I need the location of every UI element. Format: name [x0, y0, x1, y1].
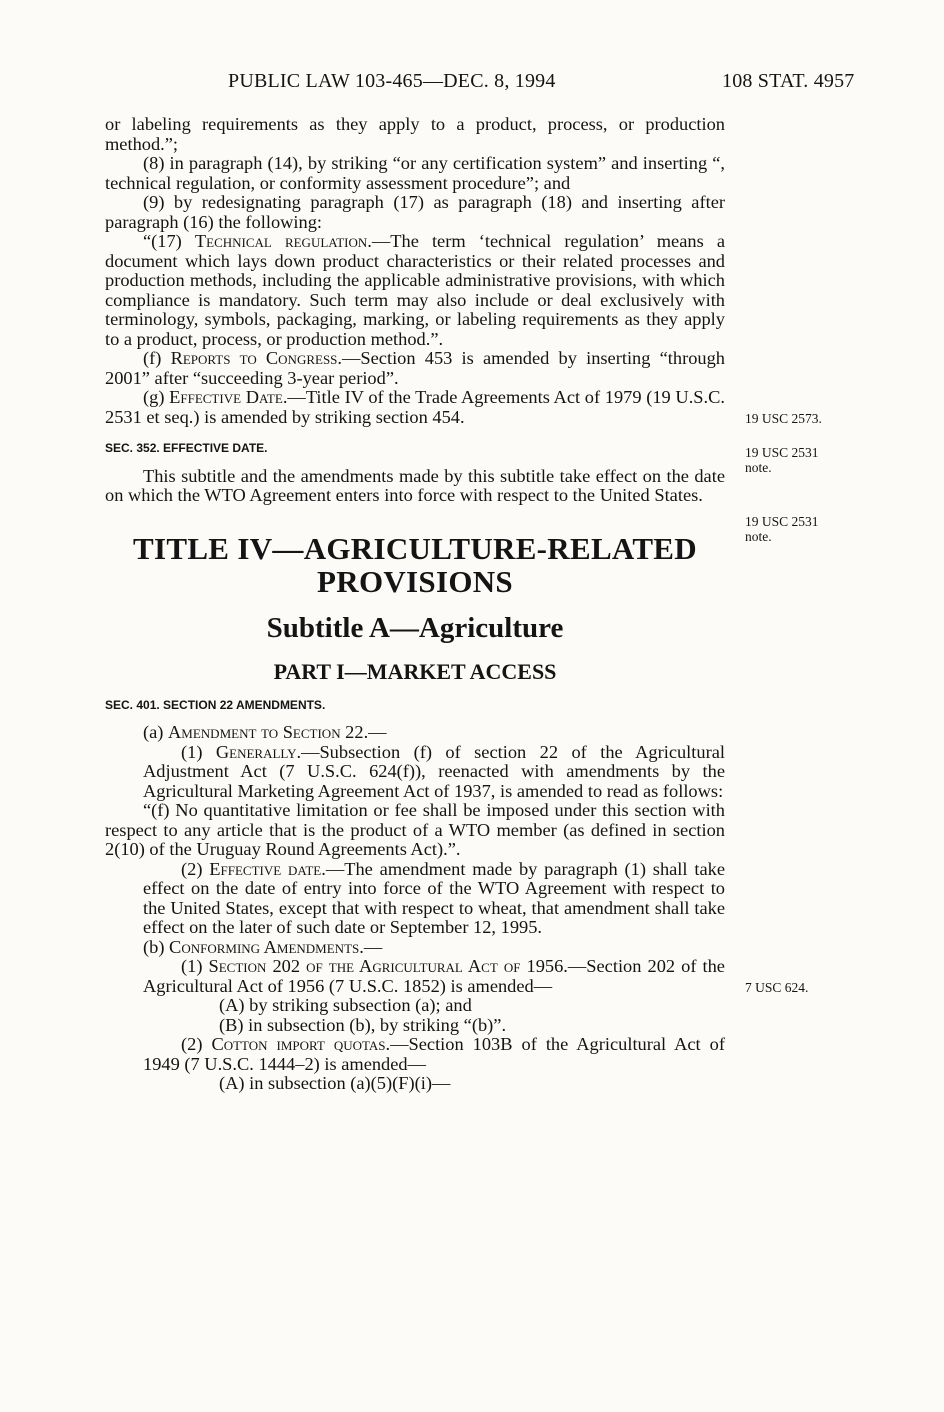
paragraph-b2-text: —Section 103B of the Agricultural Act of 1949 (7 U.S.C. 1444–2) is amended— [143, 1034, 725, 1074]
subsection-f-heading: Reports to Congress. [170, 348, 343, 368]
subsection-g-text: —Title IV of the Trade Agreements Act of 1979 (19 U.S.C. 2531 et seq.) is amended by striking section 454. [105, 387, 725, 427]
paragraph-b2-number: (2) [181, 1034, 212, 1054]
paragraph-b1-text: —Section 202 of the Agricultural Act of 1956 (7 U.S.C. 1852) is amended— [143, 956, 725, 996]
paragraph-a1-number: (1) [181, 741, 216, 762]
subsection-b-heading: Conforming Amendments. [169, 936, 364, 957]
paragraph-b1 [105, 957, 725, 996]
paragraph-a1 [105, 743, 725, 802]
paragraph-9: (9) by redesignating paragraph (17) as paragraph (18) and inserting after paragraph (16) the following: [105, 192, 725, 232]
clause-b2-a: (A) in subsection (a)(5)(F)(i)— [219, 1073, 451, 1093]
paragraph-a2-number: (2) [181, 858, 210, 879]
clause-b1-b: (B) in subsection (b), by striking “(b)”. [219, 1014, 507, 1035]
subsection-g [105, 388, 725, 427]
running-header-page-number: 108 STAT. 4957 [722, 70, 855, 92]
paragraph-b2-heading: Cotton import quotas. [211, 1034, 391, 1054]
paragraph-a2-text: —The amendment made by paragraph (1) shall take effect on the date of entry into force of the WTO Agreement with respect to the United States, except that with respect to wheat, that amendment shall take effect on the later of such date or September 12, 1995. [143, 858, 725, 937]
subsection-g-number: (g) [143, 387, 170, 407]
clause-b1-a: (A) by striking subsection (a); and [219, 995, 472, 1015]
margin-note-19-usc-2573: 19 USC 2573. [745, 411, 822, 426]
subsection-a-heading: Amendment to Section 22. [168, 722, 369, 742]
subsection-b-dash: — [363, 936, 383, 957]
part-i-heading: PART I—MARKET ACCESS [273, 658, 557, 684]
subsection-f [105, 349, 725, 388]
margin-note-19-usc-2531-note-b [745, 514, 819, 544]
paragraph-continuation: or labeling requirements as they apply to a product, process, or production method.”; [105, 114, 725, 154]
paragraph-17-technical-regulation [105, 232, 725, 349]
subsection-f-number: (f) [143, 348, 171, 368]
title-line-1: TITLE IV—AGRICULTURE-RELATED [133, 530, 697, 566]
paragraph-b1-heading: Section 202 of the Agricultural Act of 1956. [208, 956, 568, 976]
title-line-2: PROVISIONS [317, 563, 513, 599]
margin-note-a-line-1: 19 USC 2531 [745, 445, 819, 460]
subtitle-a-heading: Subtitle A—Agriculture [266, 611, 564, 644]
document-body [105, 115, 725, 1094]
margin-note-a-line-2: note. [745, 460, 772, 475]
paragraph-a2 [105, 860, 725, 938]
title-iv-heading [105, 532, 725, 598]
subsection-a [105, 723, 725, 743]
margin-note-b-line-2: note. [745, 529, 772, 544]
subsection-b-number: (b) [143, 936, 170, 957]
paragraph-8: (8) in paragraph (14), by striking “or any certification system” and inserting “, technical regulation, or conformity assessment procedure”; and [105, 153, 725, 193]
margin-note-19-usc-2531-note-a [745, 445, 819, 475]
section-352-text: This subtitle and the amendments made by this subtitle take effect on the date on which the WTO Agreement enters into force with respect to the United States. [105, 465, 725, 505]
section-401-heading: SEC. 401. SECTION 22 AMENDMENTS. [105, 697, 326, 712]
quoted-subsection-f: “(f) No quantitative limitation or fee shall be imposed under this section with respect to any article that is the product of a WTO member (as defined in section 2(10) of the Uruguay Round Agreements Act).”. [105, 800, 725, 859]
paragraph-17-text: —The term ‘technical regulation’ means a document which lays down product characteristics or their related processes and production methods, including the applicable administrative provisions, with which compliance is mandatory. Such term may also include or deal exclusively with terminology, symbols, packaging, marking, or labeling requirements as they apply to a product, process, or production method.”. [105, 231, 725, 349]
subsection-g-heading: Effective Date. [169, 387, 288, 407]
margin-note-7-usc-624: 7 USC 624. [745, 980, 809, 995]
subsection-a-number: (a) [143, 722, 169, 742]
paragraph-b1-number: (1) [181, 956, 209, 976]
paragraph-a1-text: —Subsection (f) of section 22 of the Agricultural Adjustment Act (7 U.S.C. 624(f)), reenacted with amendments by the Agricultural Marketing Agreement Act of 1937, is amended to read as follows: [143, 741, 725, 801]
running-header-title: PUBLIC LAW 103-465—DEC. 8, 1994 [228, 70, 556, 92]
paragraph-b2 [105, 1035, 725, 1074]
paragraph-a1-heading: Generally. [215, 741, 302, 762]
paragraph-17-number: “(17) [143, 231, 195, 251]
margin-note-b-line-1: 19 USC 2531 [745, 514, 819, 529]
subsection-b [105, 938, 725, 958]
subsection-f-text: —Section 453 is amended by inserting “through 2001” after “succeeding 3-year period”. [105, 348, 725, 388]
subsection-a-dash: — [368, 722, 387, 742]
section-352-heading: SEC. 352. EFFECTIVE DATE. [105, 441, 268, 455]
paragraph-17-heading: Technical regulation. [194, 231, 372, 251]
paragraph-a2-heading: Effective date. [209, 858, 326, 879]
